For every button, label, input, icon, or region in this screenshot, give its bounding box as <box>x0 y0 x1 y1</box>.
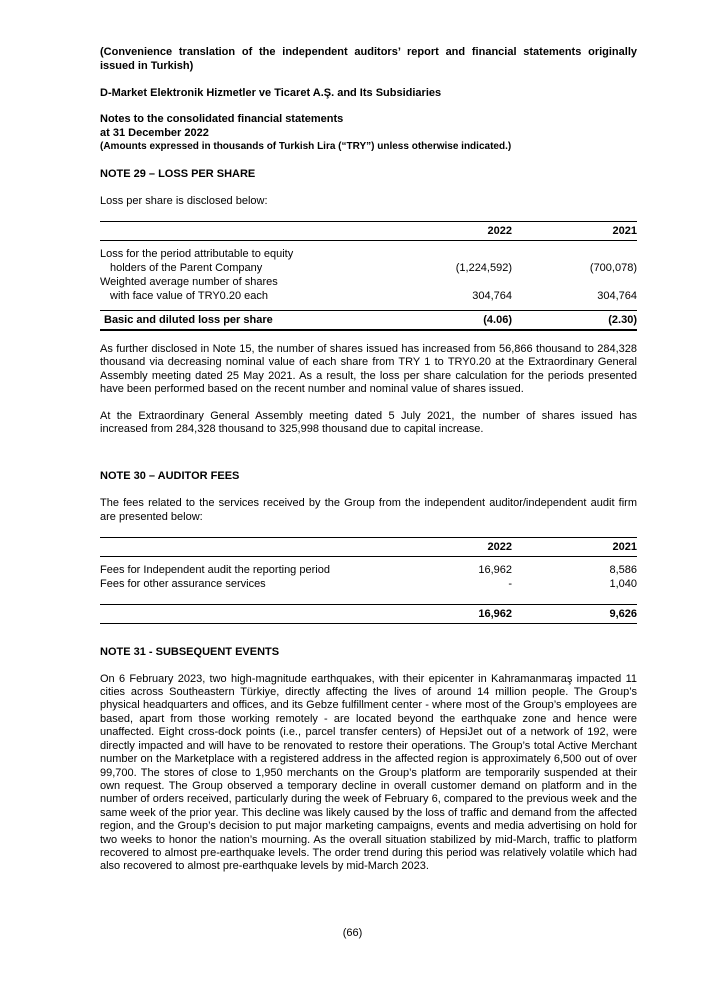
report-date: at 31 December 2022 <box>100 126 209 139</box>
company-name: D-Market Elektronik Hizmetler ve Ticaret A.Ş. and Its Subsidiaries <box>100 87 442 99</box>
row-value-2022: - <box>508 578 512 591</box>
column-header-2021: 2021 <box>512 221 637 240</box>
note31-paragraph-1: On 6 February 2023, two high-magnitude earthquakes, with their epicenter in Kahramanmaraş impacted 11 cities across Southeastern Türkiye, directly affecting the lives of around 14 million people. The Group’s physical headquarters and offices, and its Gebze fulfillment center - where most of the Group’s employees are based, apart from those working remotely - are located beyond the earthquake zone and hence were unaffected. Eight cross-dock points (i.e., parcel transfer centers) of HepsiJet out of a network of 192, were directly impacted and will have to be renovated to restore their operations. The Group’s total Active Merchant number on the Marketplace with a registered address in the affected region is approximately 6,500 out of over 99,700. The stores of close to 1,950 merchants on the Group’s platform are temporarily suspended at their own request. The Group observed a temporary decline in overall customer demand on platform and in the number of orders received, particularly during the week of February 6, compared to the previous week and the same week of the prior year. This decline was likely caused by the loss of traffic and demand from the affected region, and the Group’s decision to put major marketing campaigns, events and media advertising on hold for two weeks to honor the nation’s mourning. As the overall situation stabilized by mid-March, traffic to platform recovered to almost pre-earthquake levels. The order trend during this period was relatively volatile which had also recovered to almost pre-earthquake levels by mid-March 2023. <box>100 672 637 873</box>
table-total-row <box>100 604 637 623</box>
row-value-2021: (700,078) <box>589 261 637 274</box>
table-spacer-row <box>100 591 637 604</box>
table-header-row <box>100 221 637 240</box>
row-value-2021 <box>512 240 637 261</box>
row-value-2022 <box>392 275 512 289</box>
row-label: with face value of TRY0.20 each <box>110 289 268 302</box>
auditor-fees-table <box>100 537 637 624</box>
row-value-2021: 8,586 <box>609 564 637 577</box>
note30-title: NOTE 30 – AUDITOR FEES <box>100 470 240 483</box>
translation-note: (Convenience translation of the independent auditors’ report and financial statements originally issued in Turkish) <box>100 46 637 72</box>
row-value-2021: 1,040 <box>609 578 637 591</box>
table-row <box>100 557 637 578</box>
row-value-2021: 304,764 <box>597 289 637 302</box>
row-label: Fees for other assurance services <box>100 578 266 591</box>
row-label: Weighted average number of shares <box>100 275 278 288</box>
total-label: Basic and diluted loss per share <box>100 310 392 330</box>
table-row <box>100 577 637 591</box>
total-value-2021: (2.30) <box>512 310 637 330</box>
report-header <box>100 113 637 154</box>
row-value-2021 <box>512 275 637 289</box>
note29-paragraph-1: As further disclosed in Note 15, the number of shares issued has increased from 56,866 thousand to 284,328 thousand via decreasing nominal value of each share from TRY 1 to TRY0.20 at the Extraordinary General Assembly meeting dated 25 May 2021. As a result, the loss per share calculation for the periods presented have been performed based on the recent number and nominal value of shares issued. <box>100 342 637 396</box>
column-header-empty <box>100 538 392 557</box>
total-value-2022: (4.06) <box>392 310 512 330</box>
row-label: Loss for the period attributable to equity <box>100 247 294 260</box>
note29-paragraph-2: At the Extraordinary General Assembly meeting dated 5 July 2021, the number of shares issued has increased from 284,328 thousand to 325,998 thousand due to capital increase. <box>100 409 637 435</box>
row-value-2022: 16,962 <box>478 564 512 577</box>
table-header-row <box>100 538 637 557</box>
note31-title: NOTE 31 - SUBSEQUENT EVENTS <box>100 645 280 658</box>
table-row <box>100 289 637 311</box>
total-value-2021: 9,626 <box>512 604 637 623</box>
column-header-2021: 2021 <box>512 538 637 557</box>
amounts-note: (Amounts expressed in thousands of Turkish Lira (“TRY”) unless otherwise indicated.) <box>100 141 512 152</box>
column-header-2022: 2022 <box>392 538 512 557</box>
table-total-row <box>100 310 637 330</box>
table-row <box>100 275 637 289</box>
note29-title: NOTE 29 – LOSS PER SHARE <box>100 167 256 180</box>
total-label <box>100 604 392 623</box>
table-row <box>100 261 637 275</box>
row-value-2022: 304,764 <box>472 289 512 302</box>
loss-per-share-table <box>100 221 637 331</box>
column-header-2022: 2022 <box>392 221 512 240</box>
report-title: Notes to the consolidated financial statements <box>100 113 344 125</box>
row-value-2022: (1,224,592) <box>455 261 512 274</box>
page-number: (66) <box>342 927 363 939</box>
row-value-2022 <box>392 240 512 261</box>
note29-intro: Loss per share is disclosed below: <box>100 194 268 207</box>
row-label: Fees for Independent audit the reporting period <box>100 564 330 577</box>
total-value-2022: 16,962 <box>392 604 512 623</box>
note30-intro: The fees related to the services received by the Group from the independent auditor/independent audit firm are presented below: <box>100 497 637 523</box>
column-header-empty <box>100 221 392 240</box>
table-row <box>100 240 637 261</box>
row-label: holders of the Parent Company <box>110 261 263 274</box>
